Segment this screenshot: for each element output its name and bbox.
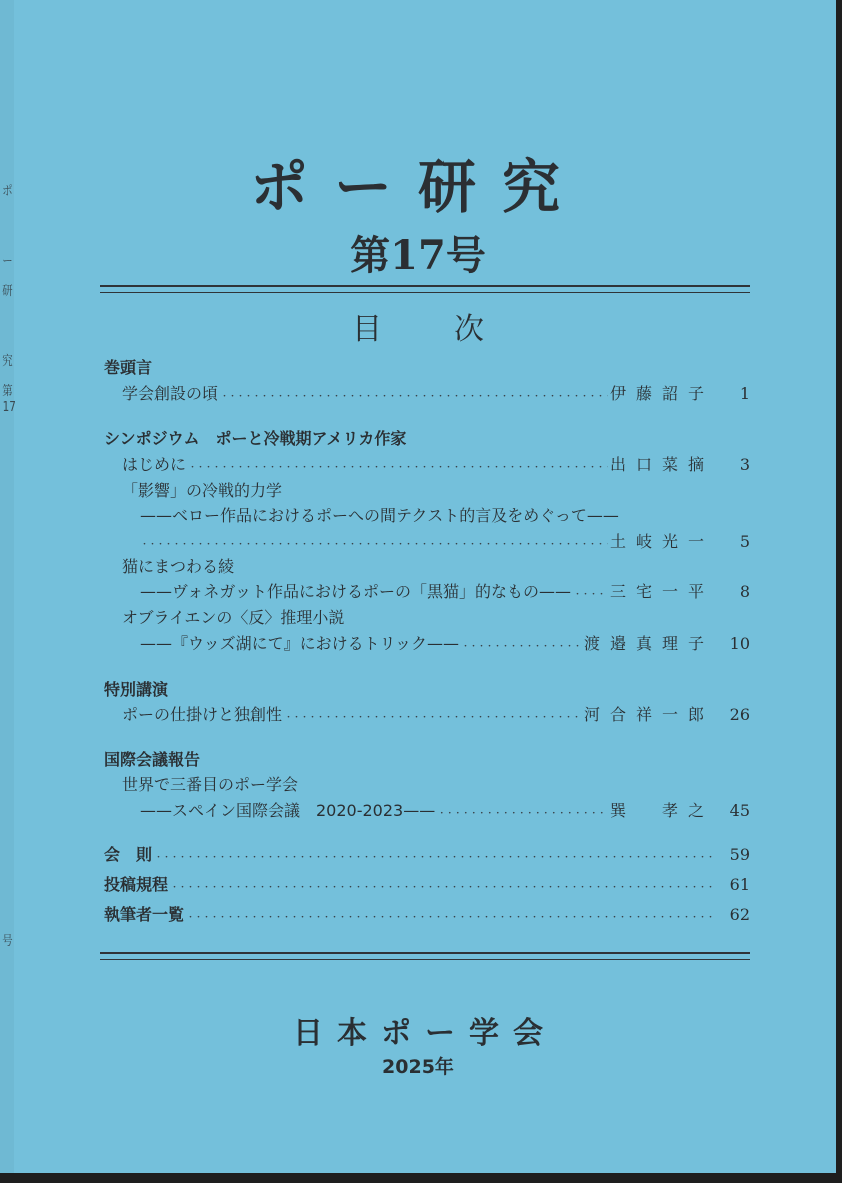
entry-page: 5 xyxy=(739,532,750,551)
entry-title: ポーの仕掛けと独創性 xyxy=(122,705,283,724)
section-heading: 特別講演 xyxy=(104,680,169,699)
section-heading: シンポジウム ポーと冷戦期アメリカ作家 xyxy=(104,429,407,448)
toc-entry[interactable] xyxy=(104,873,750,897)
section-heading: 巻頭言 xyxy=(104,358,153,377)
entry-author: 土岐光一 xyxy=(609,532,714,551)
toc-entry[interactable] xyxy=(104,453,750,477)
toc-entry[interactable] xyxy=(104,632,750,656)
section-heading: 投稿規程 xyxy=(104,875,169,894)
leader-dots xyxy=(573,580,608,607)
toc-entry[interactable] xyxy=(104,580,750,604)
toc-heading: 目次 xyxy=(352,312,556,347)
spine-mark: ポ xyxy=(2,184,13,199)
leader-dots xyxy=(170,873,712,900)
entry-author: 巽 孝之 xyxy=(609,801,714,820)
leader-dots xyxy=(188,453,608,480)
leader-dots xyxy=(220,382,608,409)
entry-author: 渡邉真理子 xyxy=(583,634,714,653)
leader-dots xyxy=(186,903,712,930)
leader-dots xyxy=(461,632,582,659)
toc-entry[interactable] xyxy=(104,903,750,927)
leader-dots xyxy=(140,530,608,557)
entry-author: 出口菜摘 xyxy=(609,455,714,474)
entry-title[interactable]: 猫にまつわる綾 xyxy=(122,557,235,576)
spine-mark: 17 xyxy=(2,400,16,415)
spine-mark: 号 xyxy=(2,934,13,949)
entry-author: 伊藤詔子 xyxy=(609,384,714,403)
entry-page: 62 xyxy=(729,905,750,924)
entry-title[interactable]: 世界で三番目のポー学会 xyxy=(122,775,299,794)
entry-subtitle: ——ベロー作品におけるポーへの間テクスト的言及をめぐって—— xyxy=(140,506,619,525)
entry-author: 三宅一平 xyxy=(609,582,714,601)
entry-page: 1 xyxy=(739,384,750,403)
entry-page: 61 xyxy=(729,875,750,894)
spine-mark: ー xyxy=(2,254,13,269)
toc-entry[interactable] xyxy=(104,843,750,867)
entry-author: 河合祥一郎 xyxy=(583,705,714,724)
entry-subtitle: ——ヴォネガット作品におけるポーの「黒猫」的なもの—— xyxy=(140,582,572,601)
section-heading: 執筆者一覧 xyxy=(104,905,185,924)
toc-entry[interactable] xyxy=(104,382,750,406)
entry-page: 45 xyxy=(729,801,750,820)
leader-dots xyxy=(437,799,608,826)
entry-subtitle: ——『ウッズ湖にて』におけるトリック—— xyxy=(140,634,460,653)
journal-title: ポー研究 xyxy=(249,153,586,221)
publication-year: 2025年 xyxy=(382,1056,454,1078)
toc-entry[interactable] xyxy=(104,703,750,727)
entry-title: はじめに xyxy=(122,455,187,474)
issue-number: 第17号 xyxy=(350,232,486,279)
spine-mark: 第 xyxy=(2,384,13,399)
entry-page: 59 xyxy=(729,845,750,864)
entry-page: 3 xyxy=(739,455,750,474)
entry-title: 学会創設の頃 xyxy=(122,384,219,403)
section-heading: 国際会議報告 xyxy=(104,750,201,769)
entry-page: 26 xyxy=(729,705,750,724)
entry-page: 8 xyxy=(739,582,750,601)
section-heading: 会 則 xyxy=(104,845,153,864)
spine-mark: 究 xyxy=(2,354,13,369)
top-divider xyxy=(100,285,750,293)
spine-mark: 研 xyxy=(2,284,13,299)
entry-title[interactable]: 「影響」の冷戦的力学 xyxy=(122,481,283,500)
leader-dots xyxy=(284,703,582,730)
toc-entry[interactable] xyxy=(104,799,750,823)
entry-subtitle: ——スペイン国際会議 2020-2023—— xyxy=(140,801,436,820)
bottom-divider xyxy=(100,952,750,960)
entry-page: 10 xyxy=(729,634,750,653)
toc-entry[interactable] xyxy=(104,530,750,554)
leader-dots xyxy=(154,843,712,870)
entry-title[interactable]: オブライエンの〈反〉推理小説 xyxy=(122,608,345,627)
publisher-name: 日本ポー学会 xyxy=(293,1016,557,1051)
